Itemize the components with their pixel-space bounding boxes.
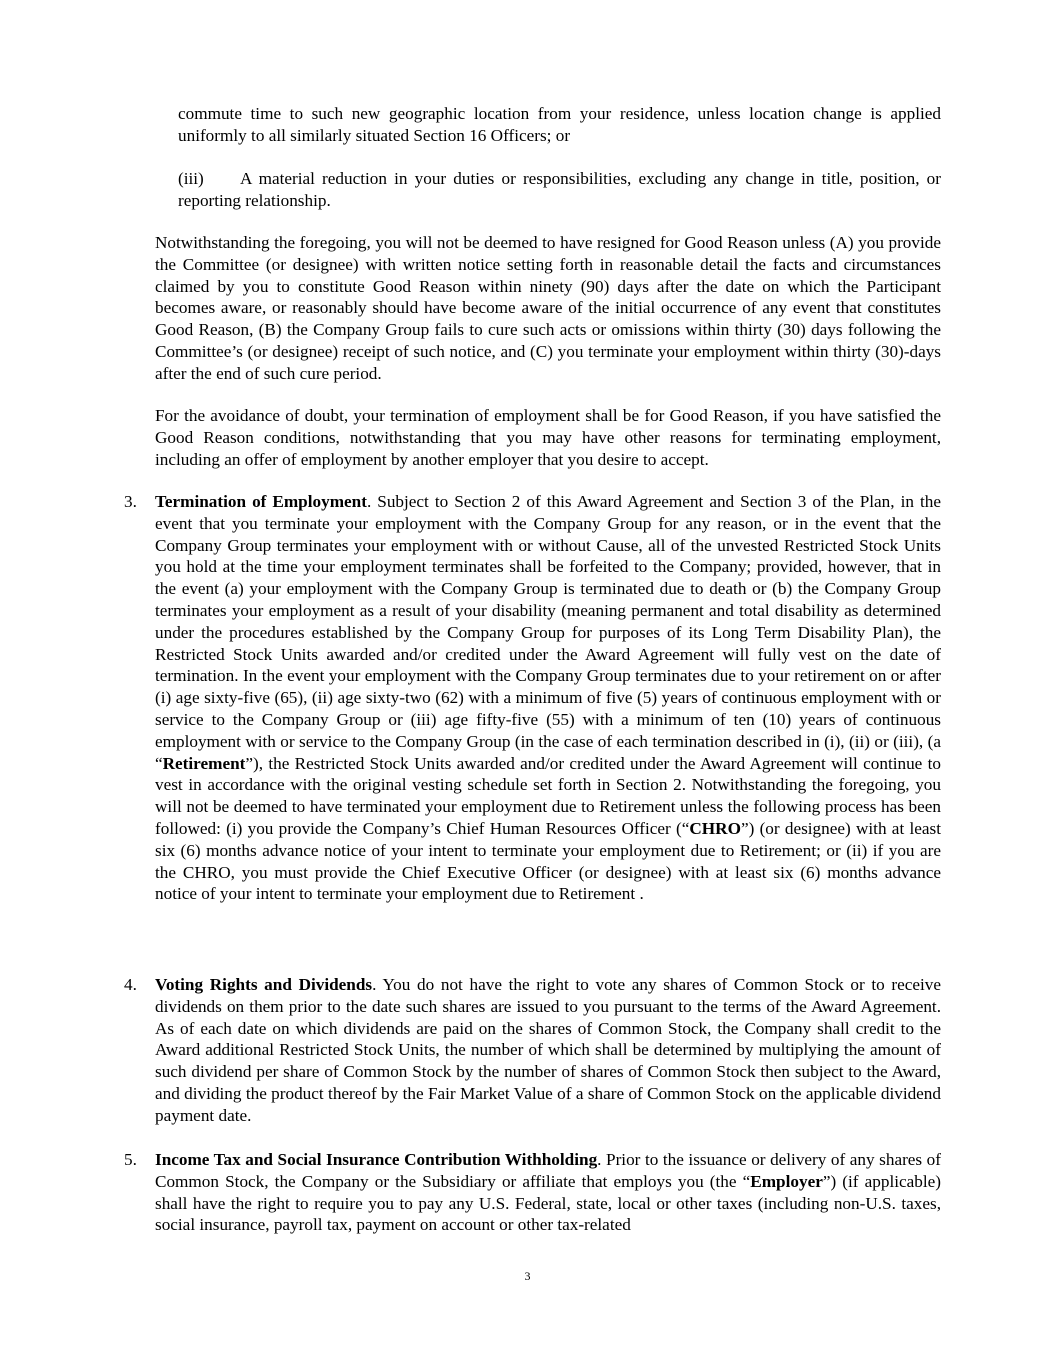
section-3-text: [155, 491, 941, 905]
section-3-text-part: ”) (or designee) with at least six (6) months advance notice of your intent to terminate your employment due to Retirement; or (ii) if you are the CHRO, you must provide the Chief Executive Officer (or designee) with at least six (6) months advance notice of your intent to terminate your employment due to Retirement .: [155, 818, 941, 904]
section-3-text-part: ”), the Restricted Stock Units awarded and/or credited under the Award Agreement will continue to vest in accordance with the original vesting schedule set forth in Section 2. Notwithstanding the foregoing, you will not be deemed to have terminated your employment due to Retirement unless the following process has been followed: (i) you provide the Company’s Chief Human Resources Officer (“: [155, 753, 941, 838]
section-3-text-part: . Subject to Section 2 of this Award Agreement and Section 3 of the Plan, in the event that you terminate your employment with the Company Group for any reason, or in the event that the Company Group terminates your employment with or without Cause, all of the unvested Restricted Stock Units you hold at the time your employment terminates shall be forfeited to the Company; provided, however, that in the event (a) your employment with the Company Group is terminated due to death or (b) the Company Group terminates your employment as a result of your disability (meaning permanent and total disability as determined under the procedures established by the Company Group for purposes of its Long Term Disability Plan), the Restricted Stock Units awarded and/or credited under the Award Agreement will fully vest on the date of termination. In the event your employment with the Company Group terminates due to your retirement on or after (i) age sixty-five (65), (ii) age sixty-two (62) with a minimum of five (5) years of continuous employment with or service to the Company Group or (iii) age fifty-five (55) with a minimum of ten (10) years of continuous employment with or service to the Company Group (in the case of each termination described in (i), (ii) or (iii), (a “: [155, 492, 941, 773]
defined-term-retirement: Retirement: [162, 753, 246, 773]
section-4-text-part: . You do not have the right to vote any shares of Common Stock or to receive dividends on them prior to the date such shares are issued to you pursuant to the terms of the Award Agreement. As of each date on which dividends are paid on the shares of Common Stock, the Company shall credit to the Award additional Restricted Stock Units, the number of which shall be determined by multiplying the amount of such dividend per share of Common Stock by the number of shares of Common Stock then subject to the Award, and dividing the product thereof by the Fair Market Value of a share of Common Stock on the applicable dividend payment date.: [155, 975, 941, 1125]
section-5-text-part: . Prior to the issuance or delivery of any shares of Common Stock, the Company or the Subsidiary or affiliate that employs you (the “: [155, 1150, 941, 1191]
defined-term-employer: Employer: [750, 1171, 823, 1191]
section-3: [124, 491, 941, 905]
defined-term-chro: CHRO: [689, 818, 741, 838]
section-4-text: [155, 974, 941, 1127]
section-heading: Voting Rights and Dividends: [155, 975, 373, 994]
section-4: [124, 974, 941, 1127]
section-number: 4.: [124, 975, 137, 994]
section-5-text-part: ”) (if applicable) shall have the right to require you to pay any U.S. Federal, state, local or other taxes (including non-U.S. taxes, social insurance, payroll tax, payment on account or other tax-related: [155, 1171, 941, 1235]
section-number: 5.: [124, 1150, 137, 1169]
section-heading: Termination of Employment: [155, 492, 367, 511]
notwithstanding-paragraph: Notwithstanding the foregoing, you will not be deemed to have resigned for Good Reason unless (A) you provide the Committee (or designee) with written notice setting forth in reasonable detail the facts and circumstances claimed by you to constitute Good Reason within ninety (90) days after the date on which the Participant becomes aware, or reasonably should have become aware of the initial occurrence of any event that constitutes Good Reason, (B) the Company Group fails to cure such acts or omissions within thirty (30) days following the Committee’s (or designee) receipt of such notice, and (C) you terminate your employment within thirty (30)-days after the end of such cure period.: [155, 233, 941, 383]
page-number: 3: [524, 1269, 531, 1283]
section-5-text: [155, 1149, 941, 1236]
list-item-text: A material reduction in your duties or responsibilities, excluding any change in title, position, or reporting relationship.: [178, 169, 941, 210]
section-heading: Income Tax and Social Insurance Contribution Withholding: [155, 1150, 598, 1169]
section-5: [124, 1149, 941, 1236]
fragment-paragraph: commute time to such new geographic location from your residence, unless location change is applied uniformly to all similarly situated Section 16 Officers; or: [178, 104, 941, 145]
list-marker: (iii): [178, 169, 204, 188]
avoidance-paragraph: For the avoidance of doubt, your termination of employment shall be for Good Reason, if you have satisfied the Good Reason conditions, notwithstanding that you may have other reasons for terminating employment, including an offer of employment by another employer that you desire to accept.: [155, 406, 941, 469]
section-number: 3.: [124, 492, 137, 511]
list-item-iii: [178, 168, 941, 212]
